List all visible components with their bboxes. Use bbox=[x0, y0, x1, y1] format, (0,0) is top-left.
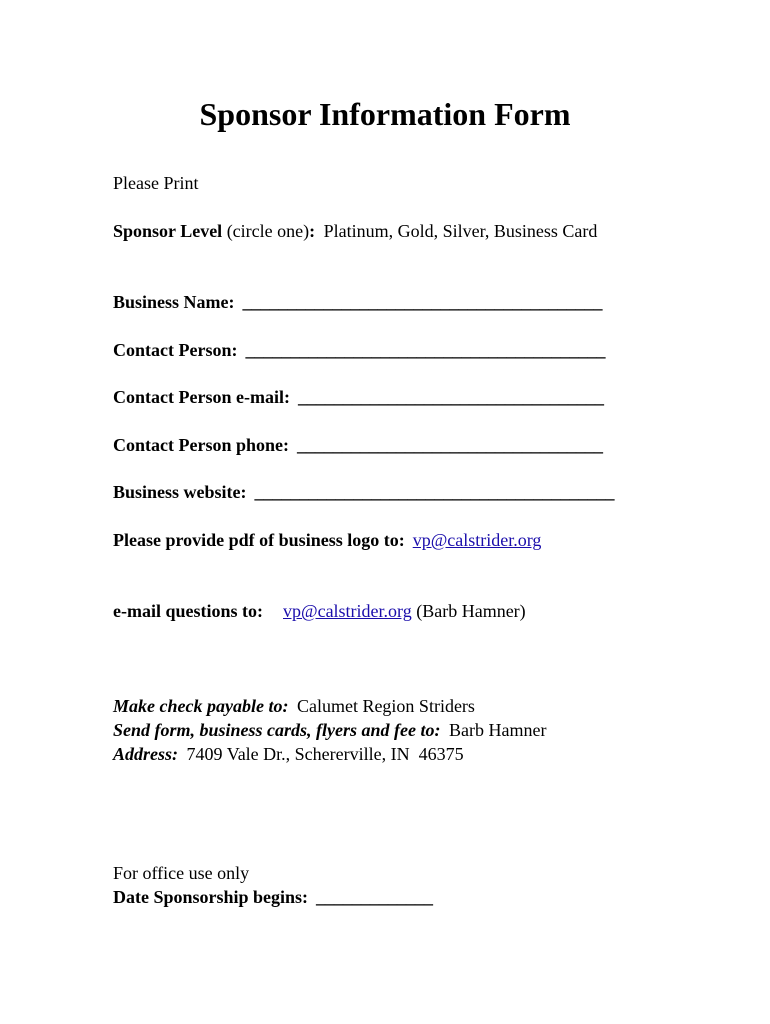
check-row bbox=[113, 694, 475, 718]
business-name-label: Business Name: bbox=[113, 292, 235, 312]
contact-person-row bbox=[113, 338, 605, 362]
address-label: Address: bbox=[113, 744, 179, 764]
check-label: Make check payable to: bbox=[113, 696, 289, 716]
questions-email-link[interactable]: vp@calstrider.org bbox=[283, 601, 412, 621]
address-row bbox=[113, 742, 464, 766]
send-value: Barb Hamner bbox=[449, 720, 547, 740]
sponsor-level-row bbox=[113, 219, 597, 243]
questions-contact-name: (Barb Hamner) bbox=[416, 601, 526, 621]
business-website-row bbox=[113, 480, 615, 504]
questions-row bbox=[113, 599, 526, 623]
logo-label: Please provide pdf of business logo to: bbox=[113, 530, 405, 550]
sponsor-level-label: Sponsor Level bbox=[113, 221, 223, 241]
logo-email-link[interactable]: vp@calstrider.org bbox=[412, 530, 542, 550]
send-row bbox=[113, 718, 546, 742]
questions-label: e-mail questions to: bbox=[113, 601, 263, 621]
print-instruction: Please Print bbox=[113, 173, 199, 193]
business-website-label: Business website: bbox=[113, 482, 247, 502]
sponsorship-date-field[interactable]: _____________ bbox=[316, 887, 434, 907]
logo-row bbox=[113, 528, 541, 552]
office-use-label: For office use only bbox=[113, 863, 250, 883]
sponsorship-date-label: Date Sponsorship begins: bbox=[113, 887, 309, 907]
business-name-field[interactable]: ________________________________________ bbox=[242, 292, 603, 312]
check-value: Calumet Region Striders bbox=[296, 696, 475, 716]
sponsor-level-options[interactable]: Platinum, Gold, Silver, Business Card bbox=[323, 221, 598, 241]
address-value: 7409 Vale Dr., Schererville, IN 46375 bbox=[186, 744, 464, 764]
contact-person-field[interactable]: ________________________________________ bbox=[245, 340, 606, 360]
contact-person-label: Contact Person: bbox=[113, 340, 238, 360]
contact-email-row bbox=[113, 385, 604, 409]
contact-phone-field[interactable]: __________________________________ bbox=[297, 435, 603, 455]
sponsor-level-colon: : bbox=[309, 221, 316, 241]
contact-email-field[interactable]: __________________________________ bbox=[297, 387, 604, 407]
send-label: Send form, business cards, flyers and fee to: bbox=[113, 720, 441, 740]
page-title: Sponsor Information Form bbox=[199, 96, 571, 132]
contact-email-label: Contact Person e-mail: bbox=[113, 387, 290, 407]
sponsorship-date-row bbox=[113, 885, 433, 909]
business-website-field[interactable]: ________________________________________ bbox=[254, 482, 615, 502]
contact-phone-row bbox=[113, 433, 603, 457]
contact-phone-label: Contact Person phone: bbox=[113, 435, 289, 455]
sponsor-level-hint: (circle one) bbox=[226, 221, 310, 241]
business-name-row bbox=[113, 290, 603, 314]
